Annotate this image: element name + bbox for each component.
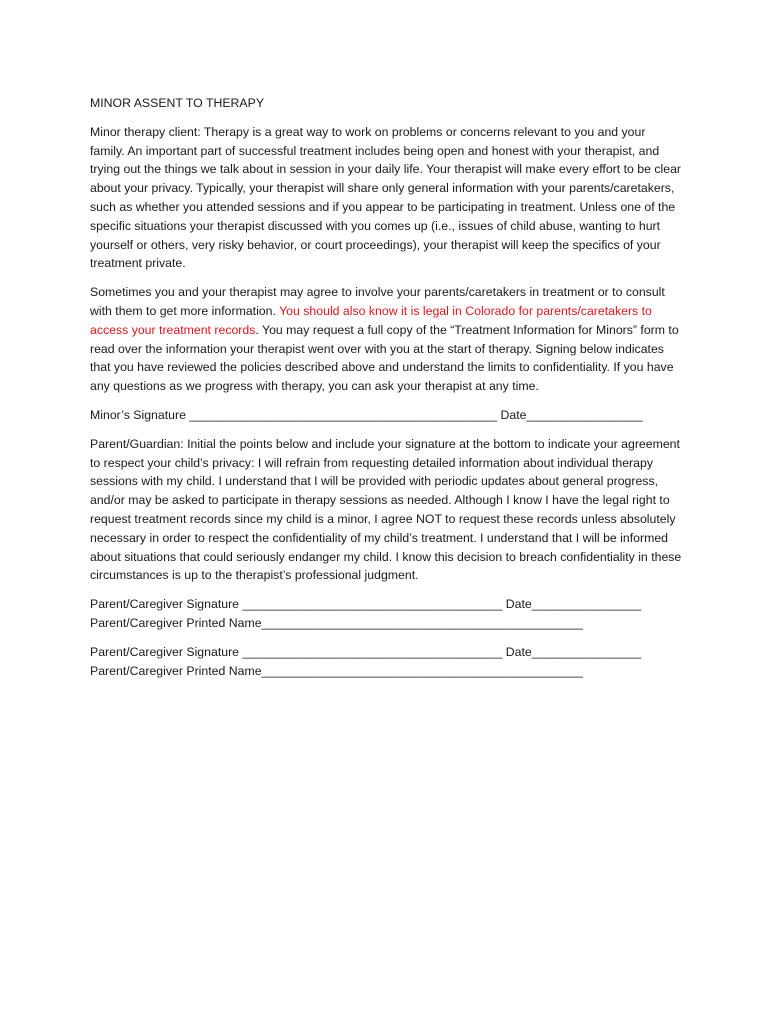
caregiver-signature-block-1 bbox=[90, 595, 682, 633]
records-paragraph-rest: . You may request a full copy of the “Treatment Information for Minors” form to read over the information your therapist went over with you at the start of therapy. Signing below indicates that you have reviewed the policies described above and understand the limits to confidentiality. If you have any questions as we progress with therapy, you can ask your therapist at any time. bbox=[90, 322, 679, 394]
caregiver-signature-line: Parent/Caregiver Signature ______________________________________ Date________________ bbox=[90, 644, 642, 659]
minor-signature-line: Minor’s Signature _____________________________________________ Date_________________ bbox=[90, 407, 643, 422]
colorado-records-notice: You should also know it is legal in Colorado for parents/caretakers to access your treatment records bbox=[90, 303, 652, 337]
caregiver-signature-block-2 bbox=[90, 643, 682, 681]
records-paragraph-intro: Sometimes you and your therapist may agree to involve your parents/caretakers in treatment or to consult with them to get more information. bbox=[90, 285, 665, 318]
caregiver-printed-name-line: Parent/Caregiver Printed Name_______________________________________________ bbox=[90, 663, 583, 678]
document-title: MINOR ASSENT TO THERAPY bbox=[90, 96, 265, 110]
parent-guardian-paragraph: Parent/Guardian: Initial the points below and include your signature at the bottom to indicate your agreement to respect your child’s privacy: I will refrain from requesting detailed information about individual therapy sessions with my child. I understand that I will be provided with periodic updates about general progress, and/or may be asked to participate in therapy sessions as needed. Although I know I have the legal right to request treatment records since my child is a minor, I agree NOT to request these records unless absolutely necessary in order to respect the confidentiality of my child’s treatment. I understand that I will be informed about situations that could seriously endanger my child. I know this decision to breach confidentiality in these circumstances is up to the therapist’s professional judgment. bbox=[90, 436, 682, 583]
minor-records-paragraph bbox=[90, 283, 682, 396]
document-body bbox=[90, 94, 682, 690]
caregiver-signature-line: Parent/Caregiver Signature ______________________________________ Date________________ bbox=[90, 597, 642, 612]
caregiver-printed-name-line: Parent/Caregiver Printed Name_______________________________________________ bbox=[90, 615, 583, 630]
minor-intro-paragraph: Minor therapy client: Therapy is a great way to work on problems or concerns relevant to you and your family. An important part of successful treatment includes being open and honest with your therapist, and trying out the things we talk about in session in your daily life. Your therapist will make every effort to be clear about your privacy. Typically, your therapist will share only general information with your parents/caretakers, such as whether you attended sessions and if you appear to be participating in treatment. Unless one of the specific situations your therapist discussed with you comes up (i.e., issues of child abuse, wanting to hurt yourself or others, very risky behavior, or court proceedings), your therapist will keep the specifics of your treatment private. bbox=[90, 124, 682, 271]
